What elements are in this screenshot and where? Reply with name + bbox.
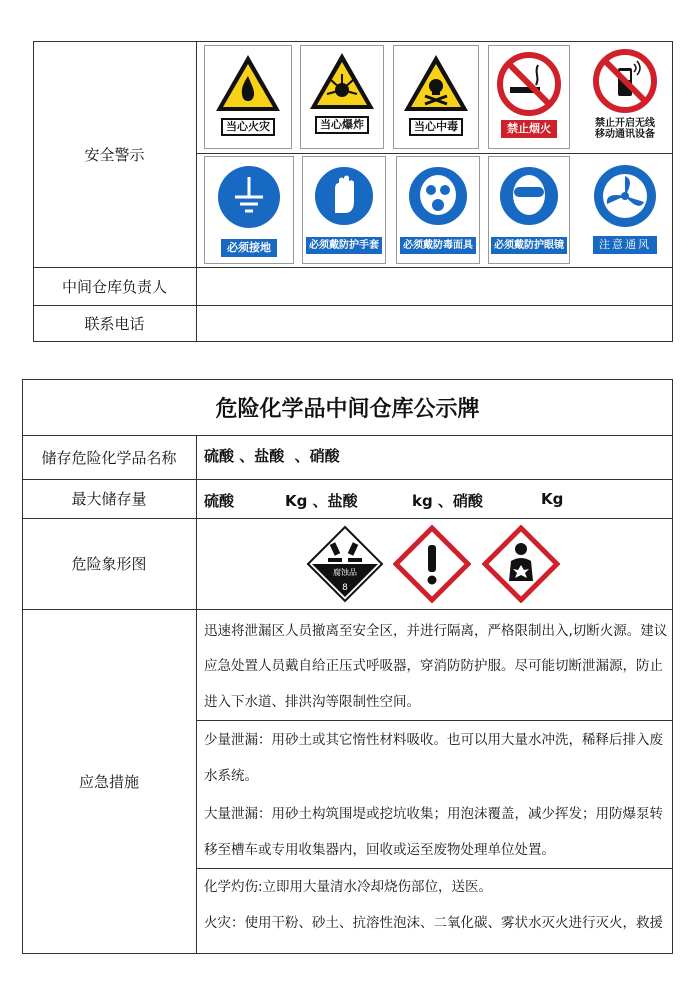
emergency-p2-line3: 大量泄漏：用砂土构筑围堤或挖坑收集；用泡沫覆盖，减少挥发；用防爆泵转 — [204, 806, 663, 822]
exclamation-mark-icon — [393, 525, 471, 603]
phone-value — [196, 305, 673, 342]
emergency-label: 应急措施 — [78, 773, 139, 791]
no-mobile-phone-icon — [592, 48, 658, 114]
sign-ventilation — [580, 156, 670, 264]
sign-poison-text: 当心中毒 — [409, 118, 463, 136]
sign-no-mobile-text-line2: 移动通讯设备 — [595, 129, 655, 140]
corrosive-class: 8 — [342, 583, 348, 593]
sign-explosion — [300, 45, 384, 149]
max-storage-label: 最大储存量 — [71, 490, 147, 508]
health-hazard-icon — [482, 525, 560, 603]
pictogram-label: 危险象形图 — [71, 555, 147, 573]
max-storage-part-4: Kg — [541, 490, 564, 508]
chemical-name-value: 硫酸 、盐酸 、硝酸 — [204, 447, 340, 465]
emergency-p3-line2: 火灾：使用干粉、砂土、抗溶性泡沫、二氧化碳、雾状水灭火进行灭火，救援 — [204, 915, 663, 931]
emergency-p3-line1: 化学灼伤:立即用大量清水冷却烧伤部位，送医。 — [204, 879, 493, 895]
sign-no-smoking — [488, 45, 570, 149]
corrosive-tag: 腐蚀品 — [333, 568, 357, 577]
manager-value — [196, 267, 673, 305]
sign-fire — [204, 45, 292, 149]
health-hazard-pictogram — [482, 525, 560, 603]
explosion-warning-icon — [307, 50, 377, 112]
board-title: 危险化学品中间仓库公示牌 — [215, 396, 480, 422]
sign-gloves-text: 必须戴防护手套 — [306, 237, 382, 254]
goggles-icon — [496, 163, 562, 229]
poison-warning-icon — [401, 52, 471, 114]
grounding-icon — [215, 163, 283, 231]
sign-gloves — [302, 156, 386, 264]
sign-poison — [393, 45, 479, 149]
manager-label: 中间仓库负责人 — [61, 277, 167, 296]
sign-goggles — [488, 156, 570, 264]
sign-gas-mask-text: 必须戴防毒面具 — [400, 237, 476, 254]
max-storage-part-3: kg 、硝酸 — [412, 492, 483, 510]
emergency-p2-line2: 水系统。 — [204, 768, 258, 784]
sign-no-mobile — [580, 45, 670, 149]
sign-gas-mask — [396, 156, 480, 264]
protective-gloves-icon — [311, 163, 377, 229]
sign-ventilation-text: 注意通风 — [593, 236, 657, 254]
no-smoking-icon — [496, 51, 562, 117]
safety-warning-label: 安全警示 — [84, 145, 145, 164]
corrosive-pictogram — [306, 525, 384, 603]
flame-warning-icon — [213, 52, 283, 114]
emergency-p1-line3: 进入下水道、排洪沟等限制性空间。 — [204, 694, 420, 710]
chemical-name-label: 储存危险化学品名称 — [41, 448, 177, 467]
max-storage-part-1: 硫酸 — [204, 492, 235, 510]
emergency-p1-line2: 应急处置人员戴自给正压式呼吸器，穿消防防护服。尽可能切断泄漏源，防止 — [204, 658, 663, 674]
exclamation-pictogram — [393, 525, 471, 603]
sign-no-mobile-text-line1: 禁止开启无线 — [595, 118, 655, 129]
emergency-p1-line1: 迅速将泄漏区人员撤离至安全区，并进行隔离，严格限制出入,切断火源。建议 — [204, 623, 668, 639]
max-storage-part-2: Kg 、盐酸 — [285, 492, 358, 510]
sign-grounding-text: 必须接地 — [221, 239, 277, 257]
sign-fire-text: 当心火灾 — [221, 118, 275, 136]
phone-label: 联系电话 — [84, 315, 145, 333]
gas-mask-icon — [405, 163, 471, 229]
emergency-p2-line4: 移至槽车或专用收集器内，回收或运至废物处理单位处置。 — [204, 842, 555, 858]
sign-no-smoking-text: 禁止烟火 — [501, 120, 557, 138]
emergency-p2-line1: 少量泄漏：用砂土或其它惰性材料吸收。也可以用大量水冲洗，稀释后排入废 — [204, 732, 663, 748]
sign-goggles-text: 必须戴防护眼镜 — [491, 237, 567, 254]
ventilation-fan-icon — [591, 162, 659, 230]
sign-grounding — [204, 156, 294, 264]
sign-explosion-text: 当心爆炸 — [315, 116, 369, 134]
